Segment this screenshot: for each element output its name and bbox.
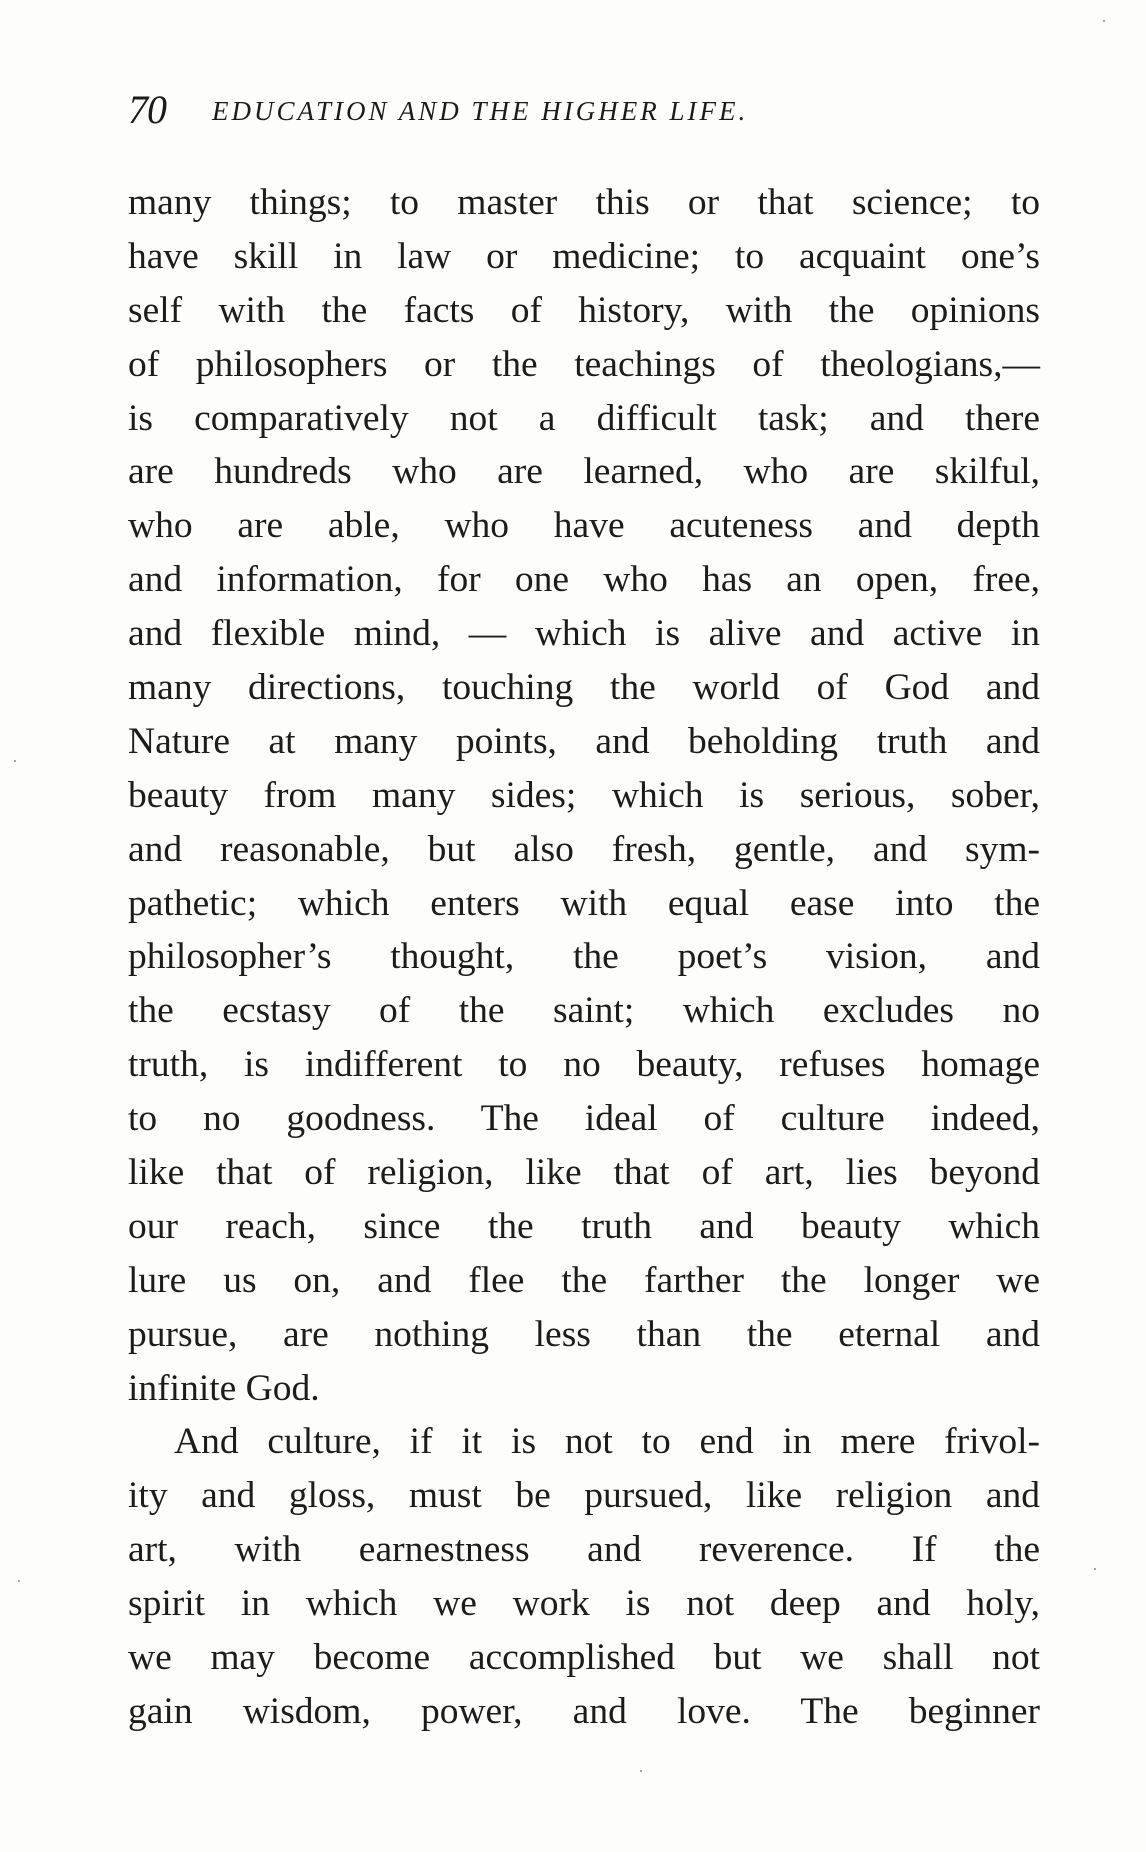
paper-speck [1094, 1568, 1096, 1570]
text-line: have skill in law or medicine; to acquaint one’s [128, 235, 1040, 277]
text-line: ity and gloss, must be pursued, like religion and [128, 1475, 1040, 1517]
text-line: beauty from many sides; which is serious, sober, [128, 774, 1040, 816]
text-line: self with the facts of history, with the opinions [128, 289, 1040, 331]
text-line: and flexible mind, — which is alive and active in [128, 613, 1040, 655]
paragraph [128, 176, 1040, 1415]
text-line: and reasonable, but also fresh, gentle, and sym- [128, 828, 1040, 870]
text-line: Nature at many points, and beholding truth and [128, 720, 1040, 762]
paragraph [128, 1415, 1040, 1738]
text-line: is comparatively not a difficult task; and there [128, 397, 1040, 439]
text-line: are hundreds who are learned, who are skilful, [128, 451, 1040, 493]
text-line: art, with earnestness and reverence. If the [128, 1529, 1040, 1571]
text-line: spirit in which we work is not deep and holy, [128, 1583, 1040, 1625]
text-line: truth, is indifferent to no beauty, refuses homage [128, 1044, 1040, 1086]
text-line: we may become accomplished but we shall not [128, 1637, 1040, 1679]
text-line: of philosophers or the teachings of theologians,— [128, 343, 1040, 385]
paper-speck [1103, 20, 1105, 22]
paper-speck [14, 760, 16, 762]
running-head: EDUCATION AND THE HIGHER LIFE. [212, 96, 749, 126]
text-line: to no goodness. The ideal of culture indeed, [128, 1098, 1040, 1140]
text-line: the ecstasy of the saint; which excludes no [128, 990, 1040, 1032]
page-header [128, 86, 1048, 146]
text-line: like that of religion, like that of art, lies beyond [128, 1152, 1040, 1194]
text-line: infinite God. [128, 1367, 320, 1409]
text-line: pursue, are nothing less than the eternal and [128, 1313, 1040, 1355]
text-line: who are able, who have acuteness and depth [128, 505, 1040, 547]
text-line: gain wisdom, power, and love. The beginner [128, 1690, 1040, 1732]
text-line: philosopher’s thought, the poet’s vision, and [128, 936, 1040, 978]
paper-speck [18, 1580, 20, 1582]
text-line: pathetic; which enters with equal ease into the [128, 882, 1040, 924]
text-line: And culture, if it is not to end in mere frivol- [174, 1421, 1040, 1463]
text-line: our reach, since the truth and beauty which [128, 1205, 1040, 1247]
text-line: and information, for one who has an open, free, [128, 559, 1040, 601]
text-line: many things; to master this or that science; to [128, 182, 1040, 223]
paper-speck [640, 1770, 642, 1772]
text-line: lure us on, and flee the farther the longer we [128, 1259, 1040, 1301]
page-number: 70 [128, 87, 166, 132]
text-line: many directions, touching the world of God and [128, 667, 1040, 709]
body-text [128, 176, 1040, 1739]
